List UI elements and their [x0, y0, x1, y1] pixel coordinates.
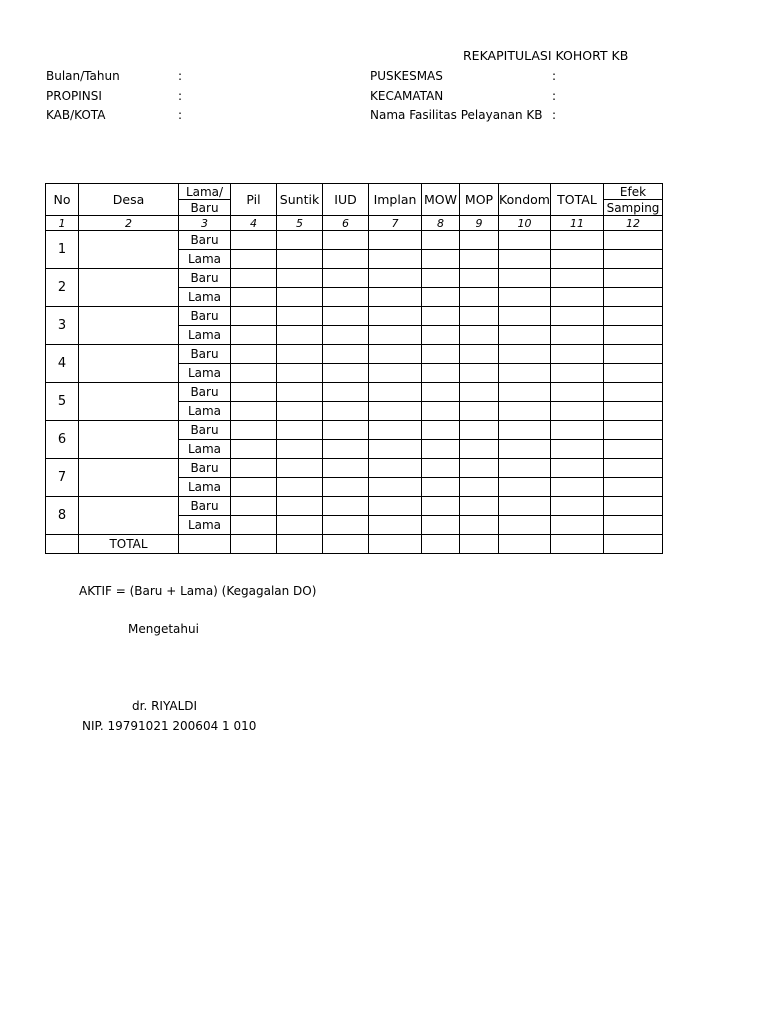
status-cell: Lama: [179, 364, 231, 383]
column-number: 5: [277, 216, 323, 231]
data-cell: [422, 269, 460, 288]
data-cell: [323, 383, 369, 402]
table-row: [46, 345, 663, 364]
status-cell: Lama: [179, 516, 231, 535]
signatory-nip: NIP. 19791021 200604 1 010: [82, 719, 257, 733]
data-cell: [551, 421, 604, 440]
data-cell: [369, 383, 422, 402]
data-cell: [231, 250, 277, 269]
data-cell: [323, 269, 369, 288]
field-fasilitas-colon: :: [552, 108, 557, 122]
column-number: 9: [460, 216, 499, 231]
data-cell: [604, 478, 663, 497]
data-cell: [499, 497, 551, 516]
data-cell: [551, 345, 604, 364]
data-cell: [323, 459, 369, 478]
data-cell: [604, 326, 663, 345]
header-pil: Pil: [231, 184, 277, 216]
data-cell: [551, 307, 604, 326]
total-cell: [499, 535, 551, 554]
data-cell: [277, 459, 323, 478]
total-cell: [422, 535, 460, 554]
desa-cell: [79, 421, 179, 459]
header-suntik: Suntik: [277, 184, 323, 216]
data-cell: [231, 288, 277, 307]
data-cell: [604, 440, 663, 459]
row-number: 2: [46, 269, 79, 307]
data-cell: [369, 364, 422, 383]
field-propinsi-colon: :: [178, 89, 183, 103]
data-cell: [499, 459, 551, 478]
data-cell: [369, 478, 422, 497]
field-puskesmas-label: PUSKESMAS: [370, 69, 443, 83]
data-cell: [277, 250, 323, 269]
data-cell: [551, 250, 604, 269]
data-cell: [231, 326, 277, 345]
data-cell: [323, 326, 369, 345]
data-cell: [422, 497, 460, 516]
status-cell: Lama: [179, 440, 231, 459]
data-cell: [422, 440, 460, 459]
header-kondom: Kondom: [499, 184, 551, 216]
data-cell: [323, 497, 369, 516]
data-cell: [460, 478, 499, 497]
data-cell: [323, 307, 369, 326]
data-cell: [499, 250, 551, 269]
data-cell: [604, 345, 663, 364]
data-cell: [551, 231, 604, 250]
status-cell: Baru: [179, 497, 231, 516]
data-cell: [499, 364, 551, 383]
data-cell: [499, 478, 551, 497]
data-cell: [551, 478, 604, 497]
data-cell: [422, 307, 460, 326]
status-cell: Baru: [179, 231, 231, 250]
data-cell: [323, 288, 369, 307]
data-cell: [277, 364, 323, 383]
row-number: 3: [46, 307, 79, 345]
column-number-row: [46, 216, 663, 231]
data-cell: [551, 383, 604, 402]
data-cell: [231, 307, 277, 326]
status-cell: Baru: [179, 459, 231, 478]
data-cell: [460, 383, 499, 402]
data-cell: [231, 383, 277, 402]
data-cell: [604, 250, 663, 269]
data-cell: [499, 269, 551, 288]
data-cell: [323, 364, 369, 383]
data-cell: [369, 345, 422, 364]
header-lama-baru-bottom: Baru: [179, 200, 231, 216]
data-cell: [422, 288, 460, 307]
data-cell: [231, 459, 277, 478]
data-cell: [460, 288, 499, 307]
table-row: [46, 307, 663, 326]
data-cell: [369, 459, 422, 478]
field-propinsi-label: PROPINSI: [46, 89, 102, 103]
data-cell: [369, 440, 422, 459]
data-cell: [369, 288, 422, 307]
data-cell: [460, 250, 499, 269]
data-cell: [422, 250, 460, 269]
data-cell: [277, 478, 323, 497]
status-cell: Lama: [179, 478, 231, 497]
row-number: 5: [46, 383, 79, 421]
status-cell: Baru: [179, 307, 231, 326]
desa-cell: [79, 307, 179, 345]
data-cell: [460, 421, 499, 440]
data-cell: [369, 250, 422, 269]
data-cell: [604, 421, 663, 440]
report-title: REKAPITULASI KOHORT KB: [463, 48, 629, 63]
data-cell: [499, 402, 551, 421]
data-cell: [460, 402, 499, 421]
data-cell: [277, 421, 323, 440]
data-cell: [499, 440, 551, 459]
data-cell: [277, 440, 323, 459]
field-fasilitas-label: Nama Fasilitas Pelayanan KB: [370, 108, 543, 122]
data-cell: [604, 269, 663, 288]
data-cell: [604, 402, 663, 421]
header-mop: MOP: [460, 184, 499, 216]
data-cell: [422, 364, 460, 383]
total-cell: [369, 535, 422, 554]
data-cell: [277, 307, 323, 326]
table-row: [46, 421, 663, 440]
column-number: 11: [551, 216, 604, 231]
total-cell: [179, 535, 231, 554]
table-row: [46, 383, 663, 402]
data-cell: [369, 516, 422, 535]
data-cell: [323, 440, 369, 459]
header-implan: Implan: [369, 184, 422, 216]
data-cell: [460, 364, 499, 383]
data-cell: [277, 497, 323, 516]
column-number: 7: [369, 216, 422, 231]
field-kecamatan-colon: :: [552, 89, 557, 103]
desa-cell: [79, 383, 179, 421]
column-number: 6: [323, 216, 369, 231]
data-cell: [277, 326, 323, 345]
data-cell: [277, 345, 323, 364]
data-cell: [277, 269, 323, 288]
data-cell: [604, 307, 663, 326]
data-cell: [422, 459, 460, 478]
data-cell: [422, 326, 460, 345]
data-cell: [277, 402, 323, 421]
table-row: [46, 269, 663, 288]
data-cell: [231, 231, 277, 250]
header-efek-top: Efek: [604, 184, 663, 200]
data-cell: [369, 421, 422, 440]
data-cell: [369, 269, 422, 288]
data-cell: [323, 516, 369, 535]
field-bulan-tahun-colon: :: [178, 69, 183, 83]
data-cell: [551, 402, 604, 421]
data-cell: [422, 478, 460, 497]
total-label: TOTAL: [79, 535, 179, 554]
data-cell: [323, 478, 369, 497]
row-number: 8: [46, 497, 79, 535]
data-cell: [604, 459, 663, 478]
column-number: 4: [231, 216, 277, 231]
signatory-name: dr. RIYALDI: [132, 699, 198, 713]
data-cell: [551, 440, 604, 459]
header-efek-bottom: Samping: [604, 200, 663, 216]
data-cell: [499, 307, 551, 326]
total-cell: [460, 535, 499, 554]
data-cell: [369, 497, 422, 516]
data-cell: [604, 288, 663, 307]
status-cell: Baru: [179, 421, 231, 440]
data-cell: [323, 250, 369, 269]
data-cell: [231, 516, 277, 535]
data-cell: [422, 402, 460, 421]
desa-cell: [79, 497, 179, 535]
total-cell: [604, 535, 663, 554]
column-number: 10: [499, 216, 551, 231]
column-number: 2: [79, 216, 179, 231]
desa-cell: [79, 231, 179, 269]
data-cell: [499, 326, 551, 345]
data-cell: [551, 497, 604, 516]
header-total: TOTAL: [551, 184, 604, 216]
header-iud: IUD: [323, 184, 369, 216]
row-number: 7: [46, 459, 79, 497]
data-cell: [231, 440, 277, 459]
data-cell: [551, 459, 604, 478]
data-cell: [277, 231, 323, 250]
total-no-cell: [46, 535, 79, 554]
data-cell: [551, 364, 604, 383]
status-cell: Lama: [179, 326, 231, 345]
data-cell: [277, 288, 323, 307]
table-row: [46, 231, 663, 250]
data-cell: [604, 364, 663, 383]
header-no: No: [46, 184, 79, 216]
data-cell: [422, 231, 460, 250]
data-cell: [604, 516, 663, 535]
data-cell: [604, 383, 663, 402]
column-number: 8: [422, 216, 460, 231]
data-cell: [499, 421, 551, 440]
mengetahui-label: Mengetahui: [128, 622, 199, 636]
data-cell: [499, 231, 551, 250]
field-bulan-tahun-label: Bulan/Tahun: [46, 69, 120, 83]
data-cell: [551, 326, 604, 345]
row-number: 6: [46, 421, 79, 459]
status-cell: Lama: [179, 402, 231, 421]
data-cell: [499, 383, 551, 402]
status-cell: Baru: [179, 345, 231, 364]
data-cell: [323, 421, 369, 440]
header-mow: MOW: [422, 184, 460, 216]
aktif-note: AKTIF = (Baru + Lama) (Kegagalan DO): [79, 584, 317, 598]
status-cell: Lama: [179, 250, 231, 269]
data-cell: [604, 231, 663, 250]
data-cell: [460, 307, 499, 326]
data-cell: [231, 269, 277, 288]
status-cell: Baru: [179, 383, 231, 402]
data-cell: [369, 326, 422, 345]
column-number: 3: [179, 216, 231, 231]
data-cell: [323, 402, 369, 421]
data-cell: [422, 383, 460, 402]
data-cell: [231, 478, 277, 497]
data-cell: [460, 269, 499, 288]
kohort-table: [45, 183, 663, 554]
data-cell: [460, 345, 499, 364]
status-cell: Baru: [179, 269, 231, 288]
header-desa: Desa: [79, 184, 179, 216]
data-cell: [422, 345, 460, 364]
status-cell: Lama: [179, 288, 231, 307]
field-kecamatan-label: KECAMATAN: [370, 89, 444, 103]
total-cell: [231, 535, 277, 554]
total-cell: [323, 535, 369, 554]
data-cell: [369, 307, 422, 326]
field-puskesmas-colon: :: [552, 69, 557, 83]
field-kabkota-colon: :: [178, 108, 183, 122]
desa-cell: [79, 269, 179, 307]
data-cell: [369, 231, 422, 250]
data-cell: [277, 383, 323, 402]
data-cell: [231, 345, 277, 364]
data-cell: [499, 345, 551, 364]
desa-cell: [79, 459, 179, 497]
row-number: 1: [46, 231, 79, 269]
data-cell: [422, 516, 460, 535]
data-cell: [460, 497, 499, 516]
table-row: [46, 497, 663, 516]
data-cell: [551, 516, 604, 535]
data-cell: [604, 497, 663, 516]
header-lama-baru-top: Lama/: [179, 184, 231, 200]
data-cell: [369, 402, 422, 421]
data-cell: [323, 345, 369, 364]
total-cell: [551, 535, 604, 554]
data-cell: [231, 402, 277, 421]
data-cell: [460, 326, 499, 345]
data-cell: [460, 440, 499, 459]
data-cell: [323, 231, 369, 250]
data-cell: [277, 516, 323, 535]
data-cell: [460, 231, 499, 250]
data-cell: [460, 459, 499, 478]
data-cell: [499, 288, 551, 307]
desa-cell: [79, 345, 179, 383]
total-row: [46, 535, 663, 554]
total-cell: [277, 535, 323, 554]
row-number: 4: [46, 345, 79, 383]
data-cell: [460, 516, 499, 535]
data-cell: [422, 421, 460, 440]
table-row: [46, 459, 663, 478]
data-cell: [231, 421, 277, 440]
data-cell: [231, 364, 277, 383]
table-body: [46, 231, 663, 535]
field-kabkota-label: KAB/KOTA: [46, 108, 106, 122]
data-cell: [551, 288, 604, 307]
column-number: 12: [604, 216, 663, 231]
data-cell: [499, 516, 551, 535]
data-cell: [551, 269, 604, 288]
data-cell: [231, 497, 277, 516]
column-number: 1: [46, 216, 79, 231]
